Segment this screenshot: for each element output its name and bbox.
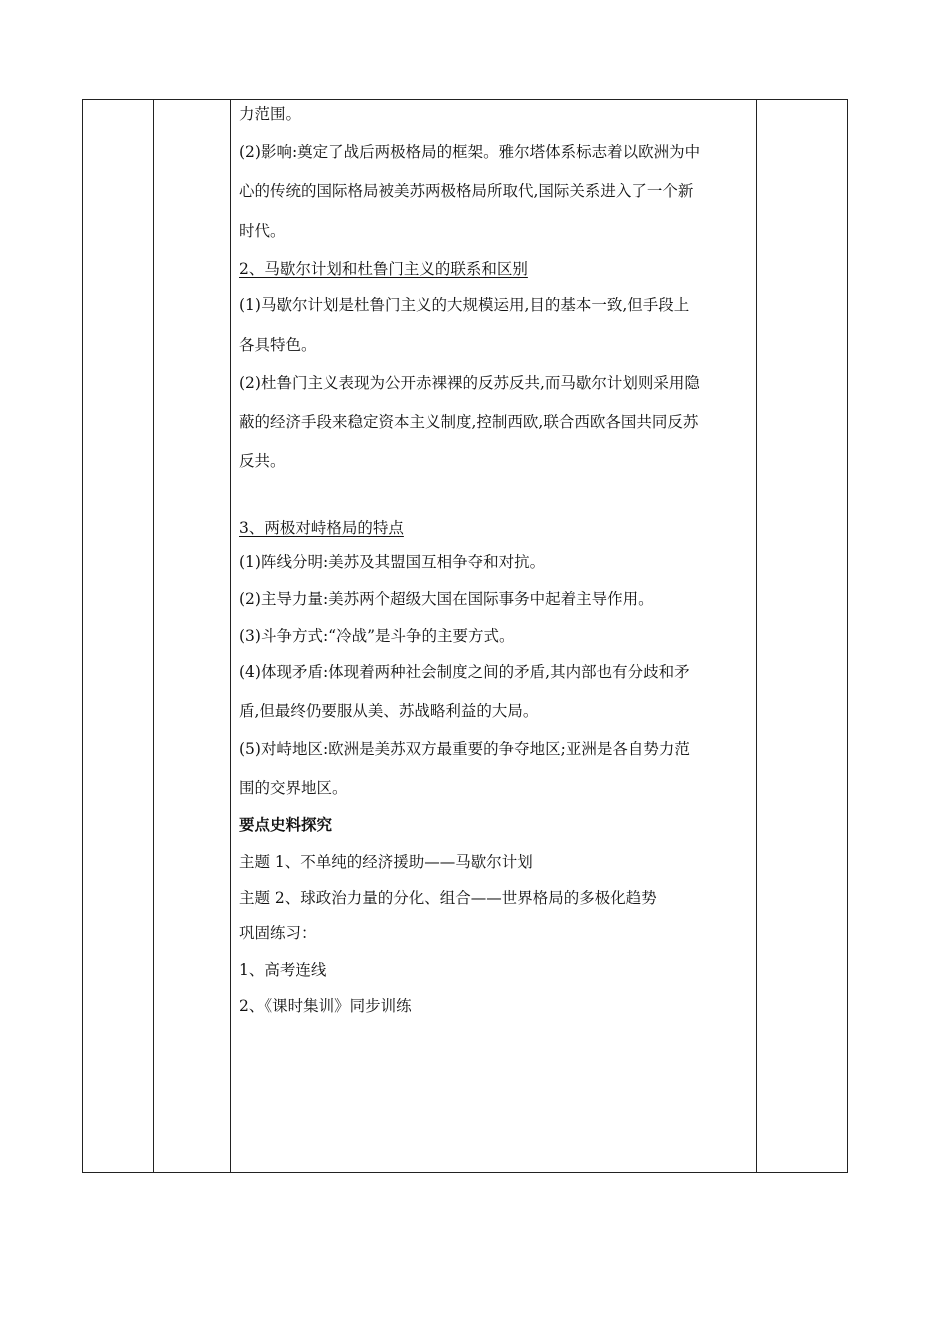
text-line: 反共。 bbox=[239, 452, 286, 470]
text-line: 巩固练习： bbox=[239, 924, 317, 942]
text-line: 各具特色。 bbox=[239, 336, 317, 354]
section-heading-key-sources: 要点史料探究 bbox=[239, 815, 333, 834]
text-line: (1)阵线分明:美苏及其盟国互相争夺和对抗。 bbox=[239, 553, 546, 571]
text-line: 围的交界地区。 bbox=[239, 779, 348, 797]
text-line: 蔽的经济手段来稳定资本主义制度,控制西欧,联合西欧各国共同反苏 bbox=[239, 413, 699, 431]
text-line: 主题 2、球政治力量的分化、组合——世界格局的多极化趋势 bbox=[239, 889, 657, 907]
text-line: (3)斗争方式:“冷战”是斗争的主要方式。 bbox=[239, 627, 515, 645]
text-line: 2、《课时集训》同步训练 bbox=[239, 997, 412, 1015]
column-divider-3 bbox=[756, 100, 757, 1172]
column-divider-2 bbox=[230, 100, 231, 1172]
text-line: 主题 1、不单纯的经济援助——马歇尔计划 bbox=[239, 853, 533, 871]
text-line: (1)马歇尔计划是杜鲁门主义的大规模运用,目的基本一致,但手段上 bbox=[239, 296, 690, 314]
column-divider-1 bbox=[153, 100, 154, 1172]
text-line: 心的传统的国际格局被美苏两极格局所取代,国际关系进入了一个新 bbox=[239, 182, 694, 200]
text-line: (5)对峙地区:欧洲是美苏双方最重要的争夺地区;亚洲是各自势力范 bbox=[239, 740, 690, 758]
text-line: (2)杜鲁门主义表现为公开赤裸裸的反苏反共,而马歇尔计划则采用隐 bbox=[239, 374, 700, 392]
text-line: 力范围。 bbox=[239, 105, 302, 123]
text-line: 盾,但最终仍要服从美、苏战略利益的大局。 bbox=[239, 702, 539, 720]
text-line: 1、高考连线 bbox=[239, 961, 327, 979]
text-line: (4)体现矛盾:体现着两种社会制度之间的矛盾,其内部也有分歧和矛 bbox=[239, 663, 690, 681]
section-heading-2: 2、马歇尔计划和杜鲁门主义的联系和区别 bbox=[239, 260, 528, 278]
text-line: 时代。 bbox=[239, 222, 286, 240]
text-line: (2)影响:奠定了战后两极格局的框架。雅尔塔体系标志着以欧洲为中 bbox=[239, 143, 701, 161]
text-line: (2)主导力量:美苏两个超级大国在国际事务中起着主导作用。 bbox=[239, 590, 654, 608]
section-heading-3: 3、两极对峙格局的特点 bbox=[239, 519, 404, 537]
